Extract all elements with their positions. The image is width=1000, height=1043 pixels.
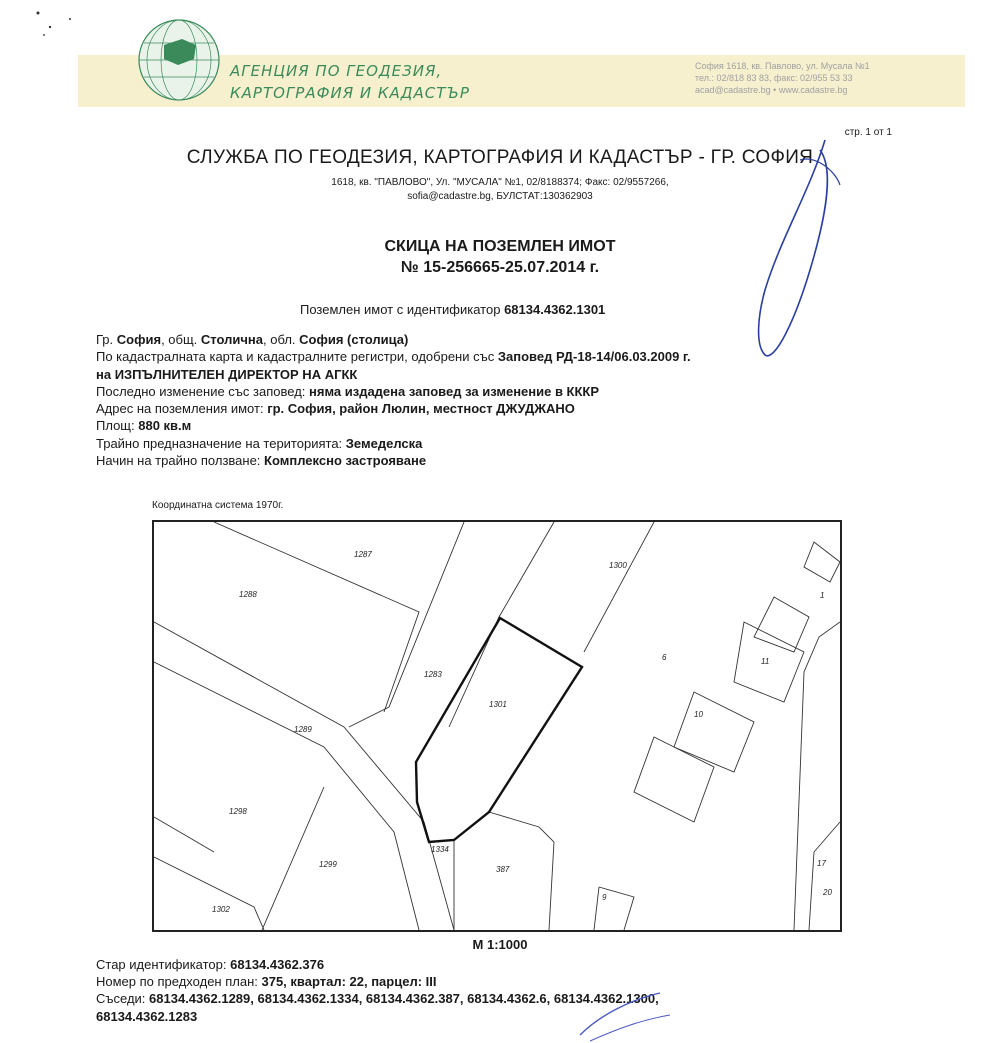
parcel-label-1298: 1298 <box>229 807 247 816</box>
parcel-label-1302: 1302 <box>212 905 230 914</box>
building-outline <box>674 692 754 772</box>
municipality: Столична <box>200 332 263 347</box>
boundary-line <box>214 522 419 712</box>
location-row <box>96 331 691 348</box>
cadastral-map-drawing <box>154 522 840 930</box>
area-row <box>96 417 691 434</box>
purpose-label: Трайно предназначение на територията: <box>96 435 343 451</box>
agency-name-line2: КАРТОГРАФИЯ И КАДАСТЪР <box>230 84 470 102</box>
boundary-line <box>809 822 840 930</box>
agency-name-line1: АГЕНЦИЯ ПО ГЕОДЕЗИЯ, <box>230 62 443 80</box>
parcel-label-1300: 1300 <box>609 561 627 570</box>
purpose-value: Земеделска <box>345 435 423 451</box>
old-id-row <box>96 956 659 973</box>
parcel-label-10: 10 <box>694 710 703 719</box>
city: София <box>116 332 162 347</box>
region: София (столица) <box>299 332 409 347</box>
usage-label: Начин на трайно ползване: <box>96 453 261 469</box>
parcel-label-1287: 1287 <box>354 550 372 559</box>
usage-value: Комплексно застрояване <box>264 453 427 469</box>
stamp-mark <box>560 985 680 1043</box>
identifier-value: 68134.4362.1301 <box>504 302 606 317</box>
scan-marks <box>30 5 110 45</box>
address-value: гр. София, район Люлин, местност ДЖУДЖАНО <box>267 401 575 417</box>
region-label: , обл. <box>263 332 296 347</box>
parcel-label-20: 20 <box>823 888 832 897</box>
area-label: Площ: <box>96 418 135 434</box>
purpose-row <box>96 435 691 452</box>
letterhead-contact <box>695 60 870 96</box>
usage-row <box>96 452 691 469</box>
old-id-value: 68134.4362.376 <box>230 957 325 972</box>
contact-line2: тел.: 02/818 83 83, факс: 02/955 53 33 <box>695 73 853 83</box>
municipality-label: , общ. <box>161 332 198 347</box>
address-row <box>96 400 691 417</box>
parcel-label-1334: 1334 <box>431 845 449 854</box>
map-approval-label: По кадастралната карта и кадастралните регистри, одобрени със <box>96 349 495 365</box>
cadastral-map <box>152 520 842 932</box>
building-outline <box>754 597 809 652</box>
issuer: на ИЗПЪЛНИТЕЛЕН ДИРЕКТОР НА АГКК <box>96 366 358 382</box>
boundary-line <box>449 522 554 727</box>
building-outline <box>634 737 714 822</box>
service-name: СЛУЖБА ПО ГЕОДЕЗИЯ, КАРТОГРАФИЯ И КАДАСТЪР - ГР. СОФИЯ <box>186 147 814 168</box>
boundary-line <box>154 622 454 930</box>
building-outline <box>804 542 840 582</box>
parcel-label-11: 11 <box>761 657 770 666</box>
document-title-block <box>0 236 1000 278</box>
boundary-line <box>594 887 599 930</box>
prev-plan-label: Номер по предходен план: <box>96 974 258 990</box>
parcel-label-1299: 1299 <box>319 860 337 869</box>
parcel-label-1283: 1283 <box>424 670 442 679</box>
area-value: 880 кв.м <box>138 418 192 434</box>
last-change-label: Последно изменение със заповед: <box>96 383 306 399</box>
agency-name <box>230 60 470 104</box>
issuer-row <box>96 366 691 383</box>
boundary-line <box>154 662 419 930</box>
parcel-label-1288: 1288 <box>239 590 257 599</box>
address-label: Адрес на поземления имот: <box>96 401 264 417</box>
neighbours-line1: 68134.4362.1289, 68134.4362.1334, 68134.4362.387, 68134.4362.6, 68134.4362.1300, <box>149 991 659 1007</box>
approval-order: Заповед РД-18-14/06.03.2009 г. <box>497 349 691 365</box>
old-id-label: Стар идентификатор: <box>96 957 227 972</box>
document-title: СКИЦА НА ПОЗЕМЛЕН ИМОТ <box>384 238 616 255</box>
property-details <box>96 331 691 469</box>
last-change-value: няма издадена заповед за изменение в КККР <box>309 383 600 399</box>
contact-line3: acad@cadastre.bg • www.cadastre.bg <box>695 85 848 95</box>
document-number: № 15-256665-25.07.2014 г. <box>400 259 600 276</box>
boundary-line <box>262 787 324 930</box>
service-address-line1: 1618, кв. "ПАВЛОВО", Ул. "МУСАЛА" №1, 02/8188374; Факс: 02/9557266, <box>331 177 669 188</box>
parcel-label-17: 17 <box>817 859 826 868</box>
contact-line1: София 1618, кв. Павлово, ул. Мусала №1 <box>695 61 870 71</box>
parcel-identifier <box>300 302 605 317</box>
parcel-label-9: 9 <box>602 893 607 902</box>
map-scale: М 1:1000 <box>472 937 528 952</box>
handwritten-signature <box>740 130 850 370</box>
boundary-line <box>794 622 840 930</box>
boundary-line <box>154 857 264 930</box>
neighbours-line2: 68134.4362.1283 <box>96 1008 198 1024</box>
parcel-label-1301: 1301 <box>489 700 507 709</box>
parcel-label-1: 1 <box>820 591 825 600</box>
parcel-label-387: 387 <box>496 865 510 874</box>
service-address <box>0 176 1000 204</box>
coordinate-system: Координатна система 1970г. <box>152 500 284 511</box>
last-change-row <box>96 383 691 400</box>
neighbours-label: Съседи: <box>96 991 146 1007</box>
boundary-line <box>584 522 654 652</box>
boundary-line <box>154 817 214 852</box>
parcel-label-6: 6 <box>662 653 667 662</box>
loc-prefix: Гр. <box>96 332 114 347</box>
map-approval-row <box>96 348 691 365</box>
identifier-label: Поземлен имот с идентификатор <box>300 302 501 317</box>
parcel-1301-outline <box>416 618 582 842</box>
parcel-label-1289: 1289 <box>294 725 312 734</box>
service-address-line2: sofia@cadastre.bg, БУЛСТАТ:130362903 <box>407 191 593 202</box>
agency-globe-logo <box>134 15 224 105</box>
prev-plan-value: 375, квартал: 22, парцел: III <box>261 974 437 990</box>
page-number: стр. 1 от 1 <box>844 127 892 138</box>
